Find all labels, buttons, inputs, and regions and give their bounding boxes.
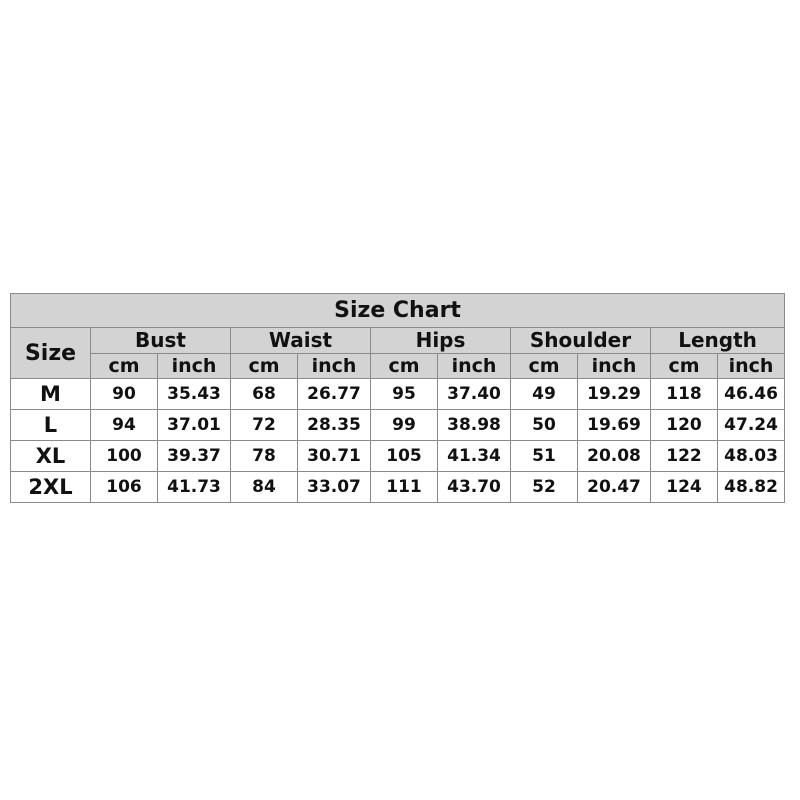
table-cell: 28.35 <box>298 410 371 441</box>
unit-header-waist-cm: cm <box>231 354 298 379</box>
unit-header-bust-cm: cm <box>91 354 158 379</box>
unit-header-hips-inch: inch <box>438 354 511 379</box>
table-cell: 41.34 <box>438 441 511 472</box>
unit-header-bust-inch: inch <box>158 354 231 379</box>
chart-title: Size Chart <box>11 294 785 328</box>
table-cell: 37.01 <box>158 410 231 441</box>
group-header-waist: Waist <box>231 328 371 354</box>
table-row <box>11 441 785 472</box>
table-cell: 52 <box>511 472 578 503</box>
table-cell: 95 <box>371 379 438 410</box>
table-cell: 122 <box>651 441 718 472</box>
table-cell: 38.98 <box>438 410 511 441</box>
table-cell: 43.70 <box>438 472 511 503</box>
table-cell: 20.47 <box>578 472 651 503</box>
table-cell: 19.69 <box>578 410 651 441</box>
unit-header-waist-inch: inch <box>298 354 371 379</box>
table-cell: 26.77 <box>298 379 371 410</box>
table-cell: 20.08 <box>578 441 651 472</box>
table-row <box>11 379 785 410</box>
unit-header-hips-cm: cm <box>371 354 438 379</box>
table-cell: 47.24 <box>718 410 785 441</box>
table-cell: 46.46 <box>718 379 785 410</box>
size-chart-table <box>10 293 785 503</box>
table-cell: 94 <box>91 410 158 441</box>
size-column-header: Size <box>11 328 91 379</box>
table-cell: 19.29 <box>578 379 651 410</box>
table-cell: 49 <box>511 379 578 410</box>
table-cell: 105 <box>371 441 438 472</box>
table-cell: 48.82 <box>718 472 785 503</box>
table-cell: 30.71 <box>298 441 371 472</box>
unit-header-shoulder-inch: inch <box>578 354 651 379</box>
size-cell: 2XL <box>11 472 91 503</box>
table-row <box>11 472 785 503</box>
table-cell: 35.43 <box>158 379 231 410</box>
table-cell: 48.03 <box>718 441 785 472</box>
table-row <box>11 410 785 441</box>
table-cell: 39.37 <box>158 441 231 472</box>
table-cell: 106 <box>91 472 158 503</box>
table-cell: 51 <box>511 441 578 472</box>
table-cell: 41.73 <box>158 472 231 503</box>
table-cell: 50 <box>511 410 578 441</box>
table-cell: 99 <box>371 410 438 441</box>
unit-header-length-cm: cm <box>651 354 718 379</box>
table-cell: 68 <box>231 379 298 410</box>
table-cell: 100 <box>91 441 158 472</box>
table-cell: 33.07 <box>298 472 371 503</box>
size-cell: M <box>11 379 91 410</box>
table-cell: 111 <box>371 472 438 503</box>
table-cell: 118 <box>651 379 718 410</box>
unit-header-length-inch: inch <box>718 354 785 379</box>
table-cell: 90 <box>91 379 158 410</box>
table-cell: 120 <box>651 410 718 441</box>
size-cell: XL <box>11 441 91 472</box>
table-cell: 72 <box>231 410 298 441</box>
group-header-hips: Hips <box>371 328 511 354</box>
table-cell: 37.40 <box>438 379 511 410</box>
table-cell: 124 <box>651 472 718 503</box>
group-header-length: Length <box>651 328 785 354</box>
unit-header-shoulder-cm: cm <box>511 354 578 379</box>
size-cell: L <box>11 410 91 441</box>
group-header-shoulder: Shoulder <box>511 328 651 354</box>
group-header-bust: Bust <box>91 328 231 354</box>
table-cell: 84 <box>231 472 298 503</box>
table-cell: 78 <box>231 441 298 472</box>
